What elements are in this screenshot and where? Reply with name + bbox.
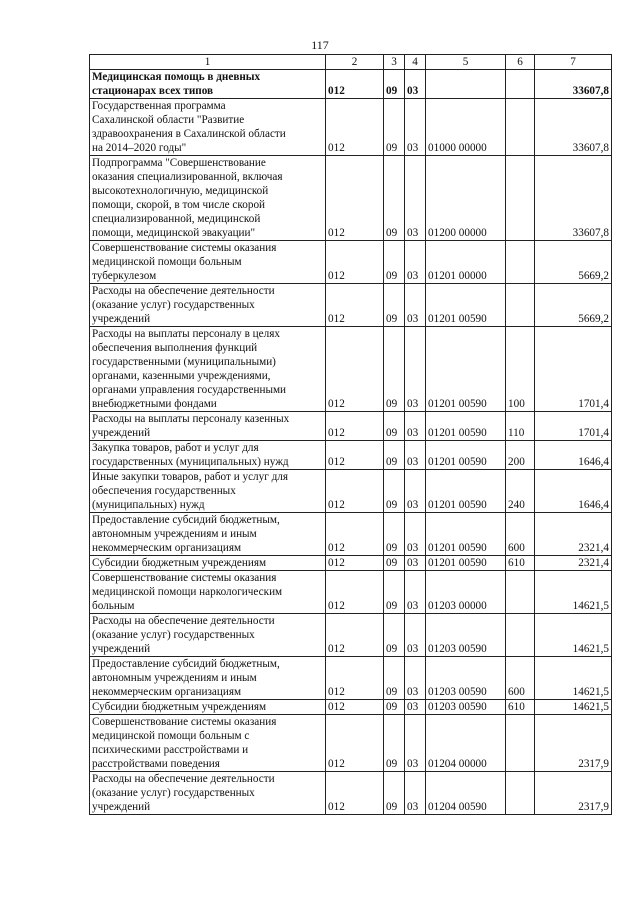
subsection-code: 03 <box>405 441 426 470</box>
row-description: Расходы на выплаты персоналу в целях обеспечения выполнения функций государственными (муниципальными) органами, казенными учреждениями, органами управления государственными внебюджетными фондами <box>90 327 326 412</box>
table-row <box>90 470 612 513</box>
target-article-code: 01201 00590 <box>426 470 506 513</box>
table-row <box>90 156 612 241</box>
section-code: 09 <box>384 700 405 715</box>
expense-type-code <box>506 284 535 327</box>
target-article-code: 01203 00000 <box>426 571 506 614</box>
column-header-2: 2 <box>326 55 384 70</box>
amount: 5669,2 <box>535 241 612 284</box>
row-description: Государственная программа Сахалинской области "Развитие здравоохранения в Сахалинской области на 2014–2020 годы" <box>90 99 326 156</box>
table-row <box>90 772 612 815</box>
section-code: 09 <box>384 772 405 815</box>
target-article-code: 01201 00590 <box>426 327 506 412</box>
target-article-code: 01201 00590 <box>426 412 506 441</box>
subsection-code: 03 <box>405 327 426 412</box>
row-description: Предоставление субсидий бюджетным, автономным учреждениям и иным некоммерческим организациям <box>90 513 326 556</box>
ministry-code: 012 <box>326 412 384 441</box>
expense-type-code: 600 <box>506 513 535 556</box>
section-code: 09 <box>384 284 405 327</box>
target-article-code: 01200 00000 <box>426 156 506 241</box>
subsection-code: 03 <box>405 715 426 772</box>
row-description: Подпрограмма "Совершенствование оказания специализированной, включая высокотехнологичную, медицинской помощи, скорой, в том числе скорой специализированной, медицинской помощи, медицинской эвакуации" <box>90 156 326 241</box>
section-code: 09 <box>384 70 405 99</box>
section-code: 09 <box>384 99 405 156</box>
expense-type-code <box>506 70 535 99</box>
target-article-code: 01201 00590 <box>426 441 506 470</box>
table-row <box>90 99 612 156</box>
subsection-code: 03 <box>405 700 426 715</box>
table-row <box>90 327 612 412</box>
target-article-code: 01203 00590 <box>426 614 506 657</box>
expense-type-code <box>506 772 535 815</box>
table-row <box>90 441 612 470</box>
subsection-code: 03 <box>405 284 426 327</box>
table-row <box>90 715 612 772</box>
amount: 1701,4 <box>535 412 612 441</box>
expense-type-code: 600 <box>506 657 535 700</box>
ministry-code: 012 <box>326 327 384 412</box>
ministry-code: 012 <box>326 772 384 815</box>
section-code: 09 <box>384 412 405 441</box>
section-code: 09 <box>384 556 405 571</box>
ministry-code: 012 <box>326 657 384 700</box>
amount: 33607,8 <box>535 70 612 99</box>
row-description: Совершенствование системы оказания медицинской помощи наркологическим больным <box>90 571 326 614</box>
target-article-code: 01201 00590 <box>426 513 506 556</box>
table-row <box>90 241 612 284</box>
expense-type-code: 240 <box>506 470 535 513</box>
row-description: Расходы на обеспечение деятельности (оказание услуг) государственных учреждений <box>90 772 326 815</box>
amount: 1646,4 <box>535 441 612 470</box>
target-article-code: 01203 00590 <box>426 700 506 715</box>
column-header-3: 3 <box>384 55 405 70</box>
row-description: Расходы на обеспечение деятельности (оказание услуг) государственных учреждений <box>90 284 326 327</box>
row-description: Субсидии бюджетным учреждениям <box>90 700 326 715</box>
amount: 2317,9 <box>535 715 612 772</box>
expense-type-code <box>506 614 535 657</box>
amount: 14621,5 <box>535 571 612 614</box>
row-description: Расходы на обеспечение деятельности (оказание услуг) государственных учреждений <box>90 614 326 657</box>
target-article-code: 01201 00000 <box>426 241 506 284</box>
table-row <box>90 70 612 99</box>
row-description: Расходы на выплаты персоналу казенных учреждений <box>90 412 326 441</box>
subsection-code: 03 <box>405 571 426 614</box>
subsection-code: 03 <box>405 412 426 441</box>
table-row <box>90 614 612 657</box>
table-row <box>90 412 612 441</box>
amount: 14621,5 <box>535 614 612 657</box>
target-article-code: 01204 00000 <box>426 715 506 772</box>
ministry-code: 012 <box>326 700 384 715</box>
row-description: Медицинская помощь в дневных стационарах всех типов <box>90 70 326 99</box>
section-code: 09 <box>384 614 405 657</box>
table-row <box>90 556 612 571</box>
section-code: 09 <box>384 657 405 700</box>
subsection-code: 03 <box>405 556 426 571</box>
table-row <box>90 657 612 700</box>
subsection-code: 03 <box>405 70 426 99</box>
row-description: Совершенствование системы оказания медицинской помощи больным туберкулезом <box>90 241 326 284</box>
section-code: 09 <box>384 571 405 614</box>
expense-type-code: 610 <box>506 556 535 571</box>
expense-type-code: 610 <box>506 700 535 715</box>
amount: 14621,5 <box>535 700 612 715</box>
target-article-code: 01201 00590 <box>426 556 506 571</box>
table-row <box>90 284 612 327</box>
amount: 2321,4 <box>535 556 612 571</box>
amount: 1646,4 <box>535 470 612 513</box>
amount: 14621,5 <box>535 657 612 700</box>
column-header-6: 6 <box>506 55 535 70</box>
ministry-code: 012 <box>326 715 384 772</box>
row-description: Субсидии бюджетным учреждениям <box>90 556 326 571</box>
ministry-code: 012 <box>326 70 384 99</box>
subsection-code: 03 <box>405 772 426 815</box>
target-article-code: 01201 00590 <box>426 284 506 327</box>
subsection-code: 03 <box>405 99 426 156</box>
amount: 5669,2 <box>535 284 612 327</box>
amount: 2317,9 <box>535 772 612 815</box>
target-article-code: 01000 00000 <box>426 99 506 156</box>
ministry-code: 012 <box>326 284 384 327</box>
ministry-code: 012 <box>326 241 384 284</box>
section-code: 09 <box>384 241 405 284</box>
expense-type-code: 200 <box>506 441 535 470</box>
amount: 2321,4 <box>535 513 612 556</box>
amount: 33607,8 <box>535 156 612 241</box>
subsection-code: 03 <box>405 156 426 241</box>
table-row <box>90 513 612 556</box>
subsection-code: 03 <box>405 614 426 657</box>
section-code: 09 <box>384 327 405 412</box>
ministry-code: 012 <box>326 441 384 470</box>
target-article-code: 01203 00590 <box>426 657 506 700</box>
header-row <box>90 55 612 70</box>
subsection-code: 03 <box>405 470 426 513</box>
amount: 1701,4 <box>535 327 612 412</box>
table-row <box>90 571 612 614</box>
section-code: 09 <box>384 513 405 556</box>
column-header-4: 4 <box>405 55 426 70</box>
expense-type-code <box>506 99 535 156</box>
row-description: Закупка товаров, работ и услуг для государственных (муниципальных) нужд <box>90 441 326 470</box>
target-article-code <box>426 70 506 99</box>
amount: 33607,8 <box>535 99 612 156</box>
expense-type-code <box>506 156 535 241</box>
expense-type-code <box>506 571 535 614</box>
subsection-code: 03 <box>405 241 426 284</box>
ministry-code: 012 <box>326 556 384 571</box>
page-number: 117 <box>311 38 329 52</box>
table-row <box>90 700 612 715</box>
target-article-code: 01204 00590 <box>426 772 506 815</box>
row-description: Предоставление субсидий бюджетным, автономным учреждениям и иным некоммерческим организациям <box>90 657 326 700</box>
section-code: 09 <box>384 715 405 772</box>
column-header-7: 7 <box>535 55 612 70</box>
ministry-code: 012 <box>326 99 384 156</box>
expense-type-code: 110 <box>506 412 535 441</box>
expense-type-code <box>506 715 535 772</box>
subsection-code: 03 <box>405 657 426 700</box>
column-header-5: 5 <box>426 55 506 70</box>
section-code: 09 <box>384 441 405 470</box>
budget-table <box>89 54 612 815</box>
table-body <box>90 70 612 815</box>
ministry-code: 012 <box>326 470 384 513</box>
subsection-code: 03 <box>405 513 426 556</box>
row-description: Совершенствование системы оказания медицинской помощи больным с психическими расстройствами и расстройствами поведения <box>90 715 326 772</box>
section-code: 09 <box>384 156 405 241</box>
section-code: 09 <box>384 470 405 513</box>
ministry-code: 012 <box>326 614 384 657</box>
row-description: Иные закупки товаров, работ и услуг для обеспечения государственных (муниципальных) нужд <box>90 470 326 513</box>
expense-type-code: 100 <box>506 327 535 412</box>
column-header-1: 1 <box>90 55 326 70</box>
ministry-code: 012 <box>326 156 384 241</box>
expense-type-code <box>506 241 535 284</box>
ministry-code: 012 <box>326 513 384 556</box>
ministry-code: 012 <box>326 571 384 614</box>
